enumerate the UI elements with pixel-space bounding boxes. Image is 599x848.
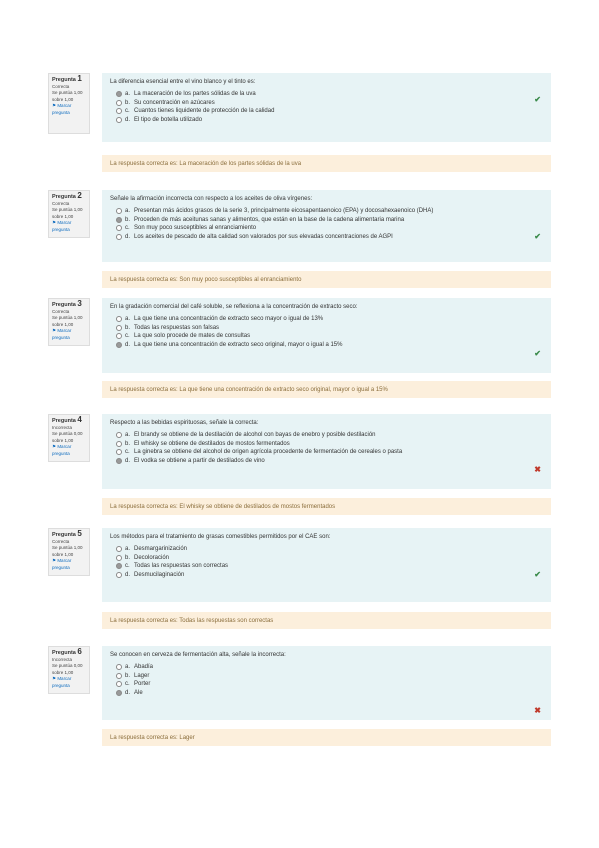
option-letter: a. (125, 208, 131, 215)
option-text: Abadía (134, 664, 154, 671)
incorrect-icon: ✖ (534, 706, 541, 715)
answer-option[interactable] (110, 689, 543, 698)
option-text: Todas las respuestas son correctas (134, 563, 229, 570)
question-score: Se puntúa 0,00 sobre 1,00 (52, 663, 83, 675)
flag-label: Marcar pregunta (52, 220, 72, 232)
option-letter: c. (125, 563, 130, 570)
flag-label: Marcar pregunta (52, 676, 72, 688)
answer-radio[interactable] (116, 91, 122, 97)
answer-option[interactable] (110, 680, 543, 689)
question-state: Incorrecta (52, 656, 73, 662)
question-info (48, 298, 90, 346)
question-content (102, 646, 551, 720)
question-number-value: 5 (77, 529, 82, 538)
answer-option[interactable] (110, 448, 543, 457)
question-number (52, 649, 86, 657)
flag-icon: ⚑ (52, 558, 57, 563)
answer-option[interactable] (110, 562, 543, 571)
correct-answer-text: La respuesta correcta es: Lager (110, 735, 195, 741)
correct-answer-text: La respuesta correcta es: La que tiene una concentración de extracto seco original, mayor o igual a 15% (110, 387, 388, 393)
question-content (102, 298, 551, 373)
question-label: Pregunta (52, 194, 76, 200)
flag-question-link[interactable] (52, 676, 86, 689)
question-number-value: 3 (77, 299, 82, 308)
option-letter: a. (125, 432, 131, 439)
option-letter: c. (125, 449, 130, 456)
feedback-box (102, 271, 551, 288)
answer-radio[interactable] (116, 449, 122, 455)
answer-radio[interactable] (116, 673, 122, 679)
option-letter: a. (125, 546, 131, 553)
question-label: Pregunta (52, 418, 76, 424)
option-letter: c. (125, 681, 130, 688)
flag-icon: ⚑ (52, 328, 57, 333)
question-number-value: 1 (77, 74, 82, 83)
option-text: Proceden de más aceitunas sanas y alimentos, que están en la base de la cadena alimentaria marina (134, 216, 405, 223)
answer-option[interactable] (110, 341, 543, 350)
answer-option[interactable] (110, 431, 543, 440)
option-text: La ginebra se obtiene del alcohol de origen agrícola procedente de fermentación de cereales o pasta (134, 449, 403, 456)
correct-answer-text: La respuesta correcta es: La maceración de los partes sólidas de la uva (110, 161, 302, 167)
option-text: Ale (134, 690, 143, 697)
question-text: En la gradación comercial del café soluble, se reflexiona a la concentración de extracto seco: (110, 304, 358, 310)
option-letter: b. (125, 99, 131, 106)
answer-option[interactable] (110, 233, 543, 242)
flag-label: Marcar pregunta (52, 328, 72, 340)
option-text: Los aceites de pescado de alta calidad son valorados por sus elevadas concentraciones de AGPI (134, 234, 393, 241)
question-number (52, 301, 86, 309)
correct-icon: ✔ (534, 570, 541, 579)
correct-icon: ✔ (534, 232, 541, 241)
question-info (48, 73, 90, 134)
question-label: Pregunta (52, 650, 76, 656)
question-label: Pregunta (52, 77, 76, 83)
answer-radio[interactable] (116, 555, 122, 561)
feedback-box (102, 729, 551, 746)
question-score: Se puntúa 1,00 sobre 1,00 (52, 315, 83, 327)
question-text: Respecto a las bebidas espirituosas, señale la correcta: (110, 420, 259, 426)
answer-option[interactable] (110, 663, 543, 672)
option-text: Todas las respuestas son falsas (134, 324, 220, 331)
answer-option[interactable] (110, 672, 543, 681)
option-letter: a. (125, 91, 131, 98)
question-content (102, 528, 551, 602)
question-info (48, 646, 90, 694)
feedback-box (102, 155, 551, 172)
correct-answer-text: La respuesta correcta es: El whisky se obtiene de destilados de mostos fermentados (110, 504, 336, 510)
correct-answer-text: La respuesta correcta es: Todas las respuestas son correctas (110, 618, 274, 624)
feedback-box (102, 498, 551, 515)
option-text: La que solo procede de mates de consultas (134, 333, 251, 340)
option-text: Presentan más ácidos grasos de la serie 3, principalmente eicosapentaenoico (EPA) y docosahexaenoico (DHA) (134, 208, 434, 215)
option-text: Decoloración (134, 554, 170, 561)
answer-option[interactable] (110, 324, 543, 333)
option-text: La que tiene una concentración de extracto seco mayor o igual de 13% (134, 316, 324, 323)
question-number (52, 531, 86, 539)
question-text: Los métodos para el tratamiento de grasas comestibles permitidos por el CAE son: (110, 534, 331, 540)
answer-radio[interactable] (116, 690, 122, 696)
incorrect-icon: ✖ (534, 465, 541, 474)
question-number (52, 76, 86, 84)
answer-radio[interactable] (116, 342, 122, 348)
correct-icon: ✔ (534, 349, 541, 358)
answer-option[interactable] (110, 99, 543, 108)
flag-question-link[interactable] (52, 328, 86, 341)
answer-option[interactable] (110, 90, 543, 99)
question-number (52, 417, 86, 425)
correct-icon: ✔ (534, 95, 541, 104)
answer-option[interactable] (110, 440, 543, 449)
answer-radio[interactable] (116, 108, 122, 114)
option-letter: d. (125, 690, 131, 697)
option-letter: b. (125, 440, 131, 447)
option-letter: c. (125, 225, 130, 232)
option-letter: b. (125, 216, 131, 223)
option-letter: d. (125, 458, 131, 465)
option-letter: a. (125, 316, 131, 323)
question-content (102, 414, 551, 489)
option-text: Desmargarinización (134, 546, 188, 553)
option-letter: d. (125, 234, 131, 241)
option-text: Desmucilaginación (134, 572, 185, 579)
option-text: Porter (134, 681, 151, 688)
answer-radio[interactable] (116, 225, 122, 231)
option-text: El whisky se obtiene de destilados de mostos fermentados (134, 440, 290, 447)
question-text: Se conocen en cerveza de fermentación alta, señale la incorrecta: (110, 652, 286, 658)
question-score: Se puntúa 0,00 sobre 1,00 (52, 431, 83, 443)
answer-radio[interactable] (116, 546, 122, 552)
answer-option[interactable] (110, 216, 543, 225)
option-letter: b. (125, 672, 131, 679)
answer-radio[interactable] (116, 217, 122, 223)
answer-option[interactable] (110, 315, 543, 324)
answer-option[interactable] (110, 116, 543, 125)
answer-option[interactable] (110, 554, 543, 563)
option-letter: d. (125, 342, 131, 349)
question-info (48, 190, 90, 238)
answer-option[interactable] (110, 571, 543, 580)
question-state: Correcta (52, 83, 70, 89)
question-state: Incorrecta (52, 424, 73, 430)
question-number-value: 2 (77, 191, 82, 200)
flag-icon: ⚑ (52, 676, 57, 681)
option-letter: d. (125, 117, 131, 124)
question-score: Se puntúa 1,00 sobre 1,00 (52, 545, 83, 557)
option-text: Su concentración en azúcares (134, 99, 215, 106)
option-letter: a. (125, 664, 131, 671)
option-letter: b. (125, 324, 131, 331)
feedback-box (102, 381, 551, 398)
option-text: La que tiene una concentración de extracto seco original, mayor o igual a 15% (134, 342, 343, 349)
answer-option[interactable] (110, 457, 543, 466)
answer-radio[interactable] (116, 563, 122, 569)
flag-question-link[interactable] (52, 220, 86, 233)
answer-option[interactable] (110, 332, 543, 341)
question-score: Se puntúa 1,00 sobre 1,00 (52, 207, 83, 219)
question-text: La diferencia esencial entre el vino blanco y el tinto es: (110, 79, 256, 85)
flag-icon: ⚑ (52, 444, 57, 449)
answer-radio[interactable] (116, 681, 122, 687)
question-content (102, 73, 551, 142)
answer-option[interactable] (110, 207, 543, 216)
flag-question-link[interactable] (52, 444, 86, 457)
answer-radio[interactable] (116, 432, 122, 438)
answer-radio[interactable] (116, 572, 122, 578)
option-letter: b. (125, 554, 131, 561)
question-state: Correcta (52, 308, 70, 314)
question-info (48, 414, 90, 462)
option-text: Lager (134, 672, 150, 679)
answer-radio[interactable] (116, 458, 122, 464)
question-score: Se puntúa 1,00 sobre 1,00 (52, 90, 83, 102)
option-text: El tipo de botella utilizado (134, 117, 203, 124)
question-state: Correcta (52, 200, 70, 206)
answer-radio[interactable] (116, 100, 122, 106)
option-text: Son muy poco susceptibles al enranciamiento (134, 225, 257, 232)
flag-label: Marcar pregunta (52, 103, 72, 115)
flag-icon: ⚑ (52, 220, 57, 225)
flag-question-link[interactable] (52, 103, 86, 116)
option-letter: c. (125, 333, 130, 340)
question-number (52, 193, 86, 201)
answer-radio[interactable] (116, 234, 122, 240)
question-info (48, 528, 90, 576)
answer-option[interactable] (110, 224, 543, 233)
question-number-value: 4 (77, 415, 82, 424)
question-state: Correcta (52, 538, 70, 544)
answer-radio[interactable] (116, 664, 122, 670)
flag-label: Marcar pregunta (52, 444, 72, 456)
option-text: El vodka se obtiene a partir de destilados de vino (134, 458, 265, 465)
question-content (102, 190, 551, 262)
question-label: Pregunta (52, 302, 76, 308)
answer-radio[interactable] (116, 117, 122, 123)
question-text: Señale la afirmación incorrecta con respecto a los aceites de oliva vírgenes: (110, 196, 313, 202)
answer-radio[interactable] (116, 325, 122, 331)
feedback-box (102, 612, 551, 629)
answer-option[interactable] (110, 107, 543, 116)
answer-radio[interactable] (116, 316, 122, 322)
option-text: La maceración de los partes sólidas de la uva (134, 91, 256, 98)
question-number-value: 6 (77, 647, 82, 656)
option-letter: d. (125, 572, 131, 579)
answer-radio[interactable] (116, 208, 122, 214)
flag-icon: ⚑ (52, 103, 57, 108)
question-label: Pregunta (52, 532, 76, 538)
answer-radio[interactable] (116, 441, 122, 447)
answer-option[interactable] (110, 545, 543, 554)
option-letter: c. (125, 108, 130, 115)
option-text: El brandy se obtiene de la destilación de alcohol con bayas de enebro y posible destilación (134, 432, 376, 439)
answer-radio[interactable] (116, 333, 122, 339)
option-text: Cuantos tienes liquidente de protección de la calidad (134, 108, 275, 115)
flag-question-link[interactable] (52, 558, 86, 571)
correct-answer-text: La respuesta correcta es: Son muy poco susceptibles al enranciamiento (110, 277, 302, 283)
flag-label: Marcar pregunta (52, 558, 72, 570)
